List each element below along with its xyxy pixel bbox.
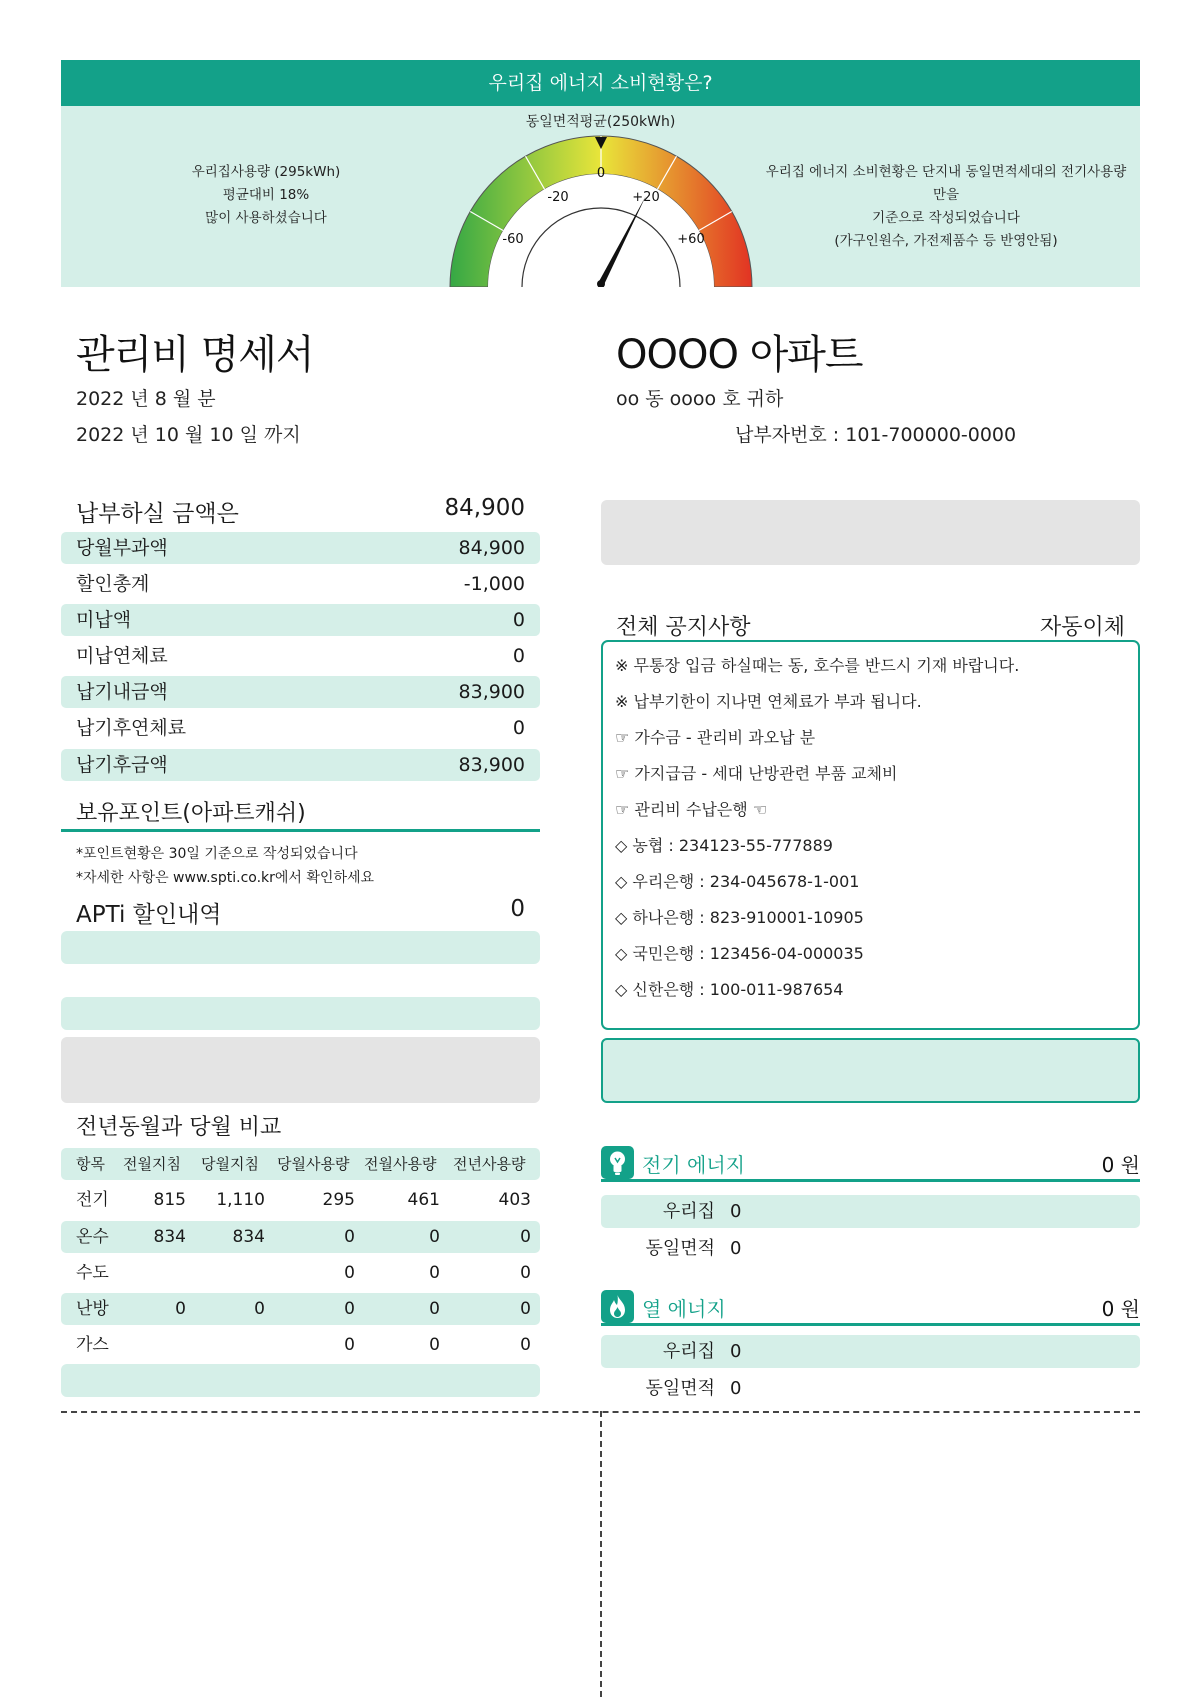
gauge-tick-label: +20 [632, 190, 660, 205]
total-amount-value: 84,900 [444, 495, 525, 521]
comparison-cell: 461 [407, 1190, 440, 1210]
electric-row [601, 1195, 1140, 1228]
bill-row-label: 납기후연체료 [76, 717, 187, 739]
comparison-cell: 295 [322, 1190, 355, 1210]
heat-divider [601, 1323, 1140, 1326]
usage-line: 평균대비 18% [222, 187, 310, 203]
gauge-tick-label: 0 [596, 166, 606, 181]
heat-row-value: 0 [730, 1341, 742, 1362]
comparison-cell: 0 [429, 1299, 440, 1319]
gauge-description [761, 161, 1131, 253]
comparison-cell: 가스 [76, 1335, 109, 1355]
comparison-cell: 403 [498, 1190, 531, 1210]
bill-row [61, 640, 540, 672]
lightbulb-icon [601, 1146, 634, 1179]
bill-row-label: 납기내금액 [76, 681, 168, 703]
bill-row-value: -1,000 [463, 573, 525, 595]
gauge-tick-label: +60 [677, 232, 705, 247]
autopay-label: 자동이체 [1039, 615, 1125, 640]
empty-panel [61, 997, 540, 1030]
bill-row [61, 712, 540, 744]
gauge-tick-label: -20 [547, 190, 569, 205]
usage-line: 많이 사용하셨습니다 [205, 210, 327, 226]
heat-row [601, 1335, 1140, 1368]
electric-row-value: 0 [730, 1201, 742, 1222]
description-line: 기준으로 작성되었습니다 [872, 210, 1020, 226]
comparison-cell: 0 [254, 1299, 265, 1319]
cut-line-vertical [600, 1411, 602, 1697]
gauge-tick-label: -60 [502, 232, 524, 247]
points-note: *자세한 사항은 www.spti.co.kr에서 확인하세요 [76, 870, 375, 886]
description-line: 우리집 에너지 소비현황은 단지내 동일면적세대의 전기사용량만을 [765, 164, 1127, 203]
bill-row-value: 83,900 [458, 681, 525, 703]
notice-line: ☞ 가지급금 - 세대 난방관련 부품 교체비 [615, 764, 898, 783]
electric-divider [601, 1179, 1140, 1182]
comparison-header: 당월사용량 [277, 1155, 350, 1173]
comparison-cell: 전기 [76, 1190, 109, 1210]
due-date: 2022 년 10 월 10 일 까지 [76, 424, 301, 446]
empty-panel [61, 1364, 540, 1397]
bill-row-value: 84,900 [458, 537, 525, 559]
document-title: 관리비 명세서 [76, 332, 314, 378]
comparison-row [61, 1329, 540, 1361]
points-title: 보유포인트(아파트캐쉬) [76, 801, 306, 826]
bill-row [61, 676, 540, 708]
recipient: oo 동 oooo 호 귀하 [616, 388, 784, 410]
comparison-title: 전년동월과 당월 비교 [76, 1115, 282, 1140]
usage-line: 우리집사용량 (295kWh) [191, 164, 341, 180]
comparison-header-row [61, 1148, 540, 1180]
comparison-row [61, 1257, 540, 1289]
energy-banner-title: 우리집 에너지 소비현황은? [61, 60, 1140, 106]
comparison-cell: 834 [232, 1227, 265, 1247]
comparison-cell: 0 [344, 1335, 355, 1355]
electric-energy-title: 전기 에너지 [642, 1153, 745, 1177]
bill-row-label: 할인총계 [76, 573, 150, 595]
heat-row-label: 동일면적 [645, 1378, 715, 1399]
notice-line: ☞ 가수금 - 관리비 과오납 분 [615, 728, 816, 747]
comparison-header: 당월지침 [201, 1155, 259, 1173]
points-note: *포인트현황은 30일 기준으로 작성되었습니다 [76, 846, 358, 862]
empty-panel [61, 931, 540, 964]
notice-line: ※ 무통장 입금 하실때는 동, 호수를 반드시 기재 바랍니다. [615, 656, 1020, 675]
comparison-header: 전년사용량 [453, 1155, 526, 1173]
comparison-row [61, 1221, 540, 1253]
electric-energy-total: 0 원 [1101, 1153, 1140, 1177]
comparison-header: 전월사용량 [364, 1155, 437, 1173]
electric-row-value: 0 [730, 1238, 742, 1259]
empty-panel [601, 500, 1140, 565]
comparison-cell: 0 [175, 1299, 186, 1319]
bill-row [61, 604, 540, 636]
notices-title: 전체 공지사항 [616, 615, 751, 640]
electric-row-label: 우리집 [662, 1201, 715, 1222]
bank-account-line: ◇ 농협 : 234123-55-777889 [615, 836, 833, 855]
comparison-cell: 0 [429, 1263, 440, 1283]
comparison-cell: 수도 [76, 1263, 109, 1283]
flame-icon [601, 1290, 634, 1323]
bill-row-value: 0 [512, 645, 525, 667]
bill-row-value: 0 [512, 609, 525, 631]
energy-gauge [448, 125, 754, 287]
comparison-cell: 0 [520, 1227, 531, 1247]
comparison-cell: 난방 [76, 1299, 109, 1319]
heat-row [601, 1372, 1140, 1405]
comparison-cell: 0 [344, 1299, 355, 1319]
comparison-cell: 0 [344, 1227, 355, 1247]
bank-account-line: ◇ 하나은행 : 823-910001-10905 [615, 908, 864, 927]
bill-row [61, 532, 540, 564]
gauge-average-label: 동일면적평균(250kWh) [525, 114, 676, 130]
billing-period: 2022 년 8 월 분 [76, 388, 216, 410]
electric-row [601, 1232, 1140, 1265]
heat-row-value: 0 [730, 1378, 742, 1399]
comparison-cell: 0 [344, 1263, 355, 1283]
bill-row-value: 83,900 [458, 754, 525, 776]
comparison-cell: 834 [153, 1227, 186, 1247]
comparison-cell: 0 [520, 1299, 531, 1319]
comparison-cell: 1,110 [216, 1190, 265, 1210]
bill-row-label: 미납연체료 [76, 645, 168, 667]
electric-row-label: 동일면적 [645, 1238, 715, 1259]
comparison-header: 전월지침 [123, 1155, 181, 1173]
energy-banner [61, 60, 1140, 287]
comparison-cell: 0 [520, 1263, 531, 1283]
notice-line: ☞ 관리비 수납은행 ☜ [615, 800, 768, 819]
heat-energy-title: 열 에너지 [642, 1297, 726, 1321]
bill-row-label: 납기후금액 [76, 754, 168, 776]
apartment-name: OOOO 아파트 [616, 332, 863, 378]
comparison-cell: 0 [429, 1227, 440, 1247]
comparison-row [61, 1293, 540, 1325]
description-line: (가구인원수, 가전제품수 등 반영안됨) [834, 233, 1058, 249]
bill-row-value: 0 [512, 717, 525, 739]
bank-account-line: ◇ 국민은행 : 123456-04-000035 [615, 944, 864, 963]
usage-summary [156, 161, 376, 230]
bill-row [61, 749, 540, 781]
total-amount-label: 납부하실 금액은 [76, 501, 239, 527]
comparison-header: 항목 [76, 1155, 105, 1173]
apti-discount-value: 0 [510, 896, 525, 922]
empty-panel [601, 1038, 1140, 1103]
empty-panel [61, 1037, 540, 1103]
bill-row-label: 미납액 [76, 609, 132, 631]
bill-row-label: 당월부과액 [76, 537, 168, 559]
apti-discount-label: APTi 할인내역 [76, 902, 222, 928]
comparison-row [61, 1184, 540, 1216]
heat-energy-total: 0 원 [1101, 1297, 1140, 1321]
heat-row-label: 우리집 [662, 1341, 715, 1362]
comparison-cell: 0 [520, 1335, 531, 1355]
bill-row [61, 568, 540, 600]
points-divider [61, 829, 540, 832]
comparison-cell: 0 [429, 1335, 440, 1355]
payer-number: 납부자번호 : 101-700000-0000 [735, 424, 1017, 446]
comparison-cell: 815 [153, 1190, 186, 1210]
bank-account-line: ◇ 신한은행 : 100-011-987654 [615, 980, 844, 999]
comparison-cell: 온수 [76, 1227, 109, 1247]
notice-line: ※ 납부기한이 지나면 연체료가 부과 됩니다. [615, 692, 922, 711]
bank-account-line: ◇ 우리은행 : 234-045678-1-001 [615, 872, 860, 891]
